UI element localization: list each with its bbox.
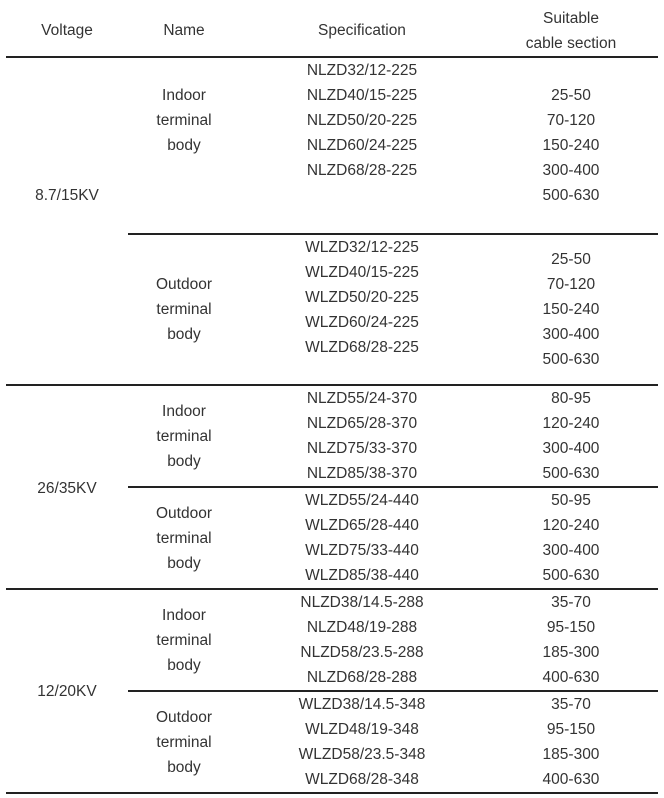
cable-cell: 35-70 (551, 594, 591, 611)
cable-cell: 400-630 (542, 669, 600, 686)
group-specs (240, 590, 484, 690)
cable-cell: 500-630 (542, 465, 600, 482)
section-voltage: 12/20KV (37, 683, 97, 700)
spec-cell: WLZD38/14.5-348 (298, 696, 426, 713)
spec-cell: NLZD68/28-288 (306, 669, 418, 686)
spec-cell: NLZD75/33-370 (306, 440, 418, 457)
spec-cell: NLZD38/14.5-288 (300, 594, 424, 611)
spec-cell: NLZD50/20-225 (306, 112, 418, 129)
spec-cell: WLZD60/24-225 (305, 314, 419, 331)
group-name: Outdoor terminal body (155, 276, 212, 343)
cable-cell: 300-400 (542, 542, 600, 559)
cable-cell: 70-120 (546, 112, 596, 129)
group-name: Indoor terminal body (156, 87, 212, 154)
spec-cell: WLZD85/38-440 (305, 567, 419, 584)
group-cables (484, 488, 658, 588)
spec-cell: WLZD48/19-348 (305, 721, 419, 738)
header-specification: Specification (318, 22, 406, 39)
cable-cell: 120-240 (542, 415, 600, 432)
group-specs (240, 235, 484, 360)
group-cables (484, 590, 658, 690)
spec-cell: WLZD55/24-440 (305, 492, 419, 509)
spec-cell: NLZD32/12-225 (306, 62, 418, 79)
header-cable-line1: Suitable (542, 10, 599, 27)
group-name: Outdoor terminal body (155, 709, 212, 776)
spec-cell: NLZD68/28-225 (306, 162, 418, 179)
spec-cell: WLZD65/28-440 (305, 517, 419, 534)
group-name: Indoor terminal body (156, 607, 212, 674)
section-voltage: 26/35KV (37, 480, 97, 497)
cable-cell: 25-50 (551, 251, 591, 268)
spec-cell: WLZD68/28-348 (305, 771, 419, 788)
group-name: Outdoor terminal body (155, 505, 212, 572)
spec-cell: NLZD65/28-370 (306, 415, 418, 432)
group-name: Indoor terminal body (156, 403, 212, 470)
cable-cell: 70-120 (546, 276, 596, 293)
spec-cell: NLZD85/38-370 (306, 465, 418, 482)
cable-cell: 185-300 (542, 644, 600, 661)
cable-cell: 400-630 (542, 771, 600, 788)
spec-cell: WLZD75/33-440 (305, 542, 419, 559)
cable-cell: 80-95 (551, 390, 591, 407)
cable-cell: 95-150 (546, 619, 596, 636)
header-voltage: Voltage (41, 22, 93, 39)
cable-cell: 500-630 (542, 351, 600, 368)
cable-cell: 50-95 (551, 492, 591, 509)
group-specs (240, 692, 484, 792)
cable-cell: 120-240 (542, 517, 600, 534)
spec-cell: WLZD32/12-225 (305, 239, 419, 256)
header-cable-line2: cable section (525, 35, 617, 52)
table-bottom-border (6, 792, 658, 794)
cable-cell: 35-70 (551, 696, 591, 713)
header-name: Name (163, 22, 205, 39)
spec-cell: NLZD40/15-225 (306, 87, 418, 104)
group-specs (240, 386, 484, 486)
section-voltage: 8.7/15KV (35, 187, 99, 204)
spec-cell: WLZD58/23.5-348 (298, 746, 426, 763)
group-cables (484, 692, 658, 792)
cable-cell: 500-630 (542, 567, 600, 584)
cable-cell: 300-400 (542, 440, 600, 457)
cable-cell: 500-630 (542, 187, 600, 204)
cable-cell: 300-400 (542, 162, 600, 179)
cable-cell: 150-240 (542, 301, 600, 318)
group-specs (240, 58, 484, 183)
spec-cell: WLZD40/15-225 (305, 264, 419, 281)
spec-cell: NLZD58/23.5-288 (300, 644, 424, 661)
cable-cell: 95-150 (546, 721, 596, 738)
cable-cell: 300-400 (542, 326, 600, 343)
spec-table (6, 0, 658, 798)
cable-cell: 185-300 (542, 746, 600, 763)
spec-cell: WLZD68/28-225 (305, 339, 419, 356)
cable-cell: 25-50 (551, 87, 591, 104)
spec-cell: NLZD48/19-288 (306, 619, 418, 636)
spec-cell: NLZD55/24-370 (306, 390, 418, 407)
cable-cell: 150-240 (542, 137, 600, 154)
spec-cell: NLZD60/24-225 (306, 137, 418, 154)
group-cables (484, 247, 658, 372)
group-cables (484, 83, 658, 208)
group-cables (484, 386, 658, 486)
spec-cell: WLZD50/20-225 (305, 289, 419, 306)
group-specs (240, 488, 484, 588)
